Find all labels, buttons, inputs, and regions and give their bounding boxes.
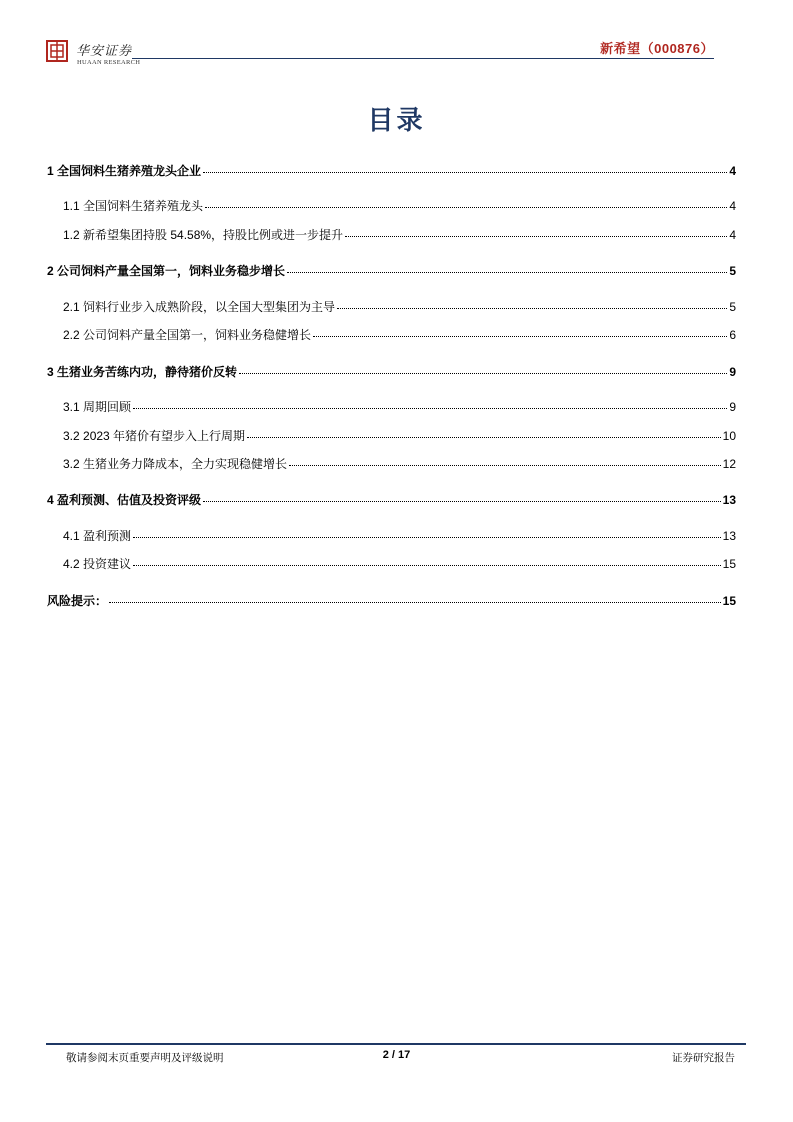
- logo-subtitle: HUAAN RESEARCH: [77, 59, 141, 66]
- toc-entry-page: 9: [729, 400, 736, 414]
- page-header: [46, 36, 714, 72]
- toc-entry[interactable]: [47, 365, 736, 379]
- footer-disclaimer: 敬请参阅末页重要声明及评级说明: [66, 1052, 224, 1064]
- toc-entry-label[interactable]: 3.1 周期回顾: [63, 400, 132, 414]
- toc-entry-page: 15: [722, 594, 736, 608]
- toc-entry-page: 5: [729, 264, 736, 278]
- toc-entry[interactable]: [47, 493, 736, 507]
- header-divider: [132, 58, 714, 59]
- toc-entry[interactable]: [63, 228, 736, 242]
- toc-entry-page: 4: [729, 228, 736, 242]
- toc-entry-label[interactable]: 4.1 盈利预测: [63, 529, 132, 543]
- toc-title: 目录: [367, 105, 426, 135]
- toc-leader-dots: [205, 207, 727, 208]
- toc-leader-dots: [133, 565, 721, 566]
- toc-leader-dots: [239, 373, 727, 374]
- toc-entry[interactable]: [63, 199, 736, 213]
- toc-entry[interactable]: [47, 264, 736, 278]
- toc-entry-page: 4: [729, 164, 736, 178]
- toc-leader-dots: [337, 308, 727, 309]
- toc-entry-page: 4: [729, 199, 736, 213]
- toc-entry-page: 12: [722, 457, 736, 471]
- toc-entry-page: 15: [722, 557, 736, 571]
- toc-leader-dots: [133, 408, 727, 409]
- toc-entry[interactable]: [47, 164, 736, 178]
- toc-entry-label[interactable]: 1.1 全国饲料生猪养殖龙头: [63, 199, 204, 213]
- huaan-logo-icon: [46, 40, 68, 62]
- toc-leader-dots: [345, 236, 727, 237]
- toc-entry-label[interactable]: 2 公司饲料产量全国第一，饲料业务稳步增长: [47, 264, 286, 278]
- toc-entry[interactable]: [47, 594, 736, 608]
- footer-divider: [46, 1043, 746, 1045]
- toc-entry-page: 13: [722, 493, 736, 507]
- toc-leader-dots: [313, 336, 727, 337]
- toc-entry-page: 13: [722, 529, 736, 543]
- page-number: 2 / 17: [382, 1049, 411, 1061]
- toc-leader-dots: [289, 465, 721, 466]
- toc-entry[interactable]: [63, 400, 736, 414]
- toc-entry[interactable]: [63, 557, 736, 571]
- toc-entry-label[interactable]: 1.2 新希望集团持股 54.58%，持股比例或进一步提升: [63, 228, 344, 242]
- toc-entry-page: 9: [729, 365, 736, 379]
- toc-entry-page: 10: [722, 429, 736, 443]
- toc-leader-dots: [247, 437, 721, 438]
- toc-entry[interactable]: [63, 300, 736, 314]
- toc-entry[interactable]: [63, 529, 736, 543]
- toc-entry[interactable]: [63, 328, 736, 342]
- footer-doc-type: 证券研究报告: [672, 1052, 735, 1064]
- toc-entry[interactable]: [63, 457, 736, 471]
- toc-entry-label[interactable]: 3.2 2023 年猪价有望步入上行周期: [63, 429, 246, 443]
- toc-entry-label[interactable]: 风险提示：: [47, 594, 108, 608]
- toc-leader-dots: [287, 272, 727, 273]
- toc-entry-label[interactable]: 3.2 生猪业务力降成本，全力实现稳健增长: [63, 457, 288, 471]
- toc-leader-dots: [133, 537, 721, 538]
- toc-entry-label[interactable]: 4 盈利预测、估值及投资评级: [47, 493, 202, 507]
- toc-leader-dots: [203, 172, 727, 173]
- toc-entry-label[interactable]: 4.2 投资建议: [63, 557, 132, 571]
- toc-entry-label[interactable]: 2.2 公司饲料产量全国第一，饲料业务稳健增长: [63, 328, 312, 342]
- toc-entry-label[interactable]: 1 全国饲料生猪养殖龙头企业: [47, 164, 202, 178]
- toc-entry-page: 5: [729, 300, 736, 314]
- toc-entry[interactable]: [63, 429, 736, 443]
- logo-text: 华安证券: [76, 44, 133, 59]
- report-title: 新希望（000876）: [600, 41, 714, 56]
- toc-entry-page: 6: [729, 328, 736, 342]
- toc-entry-label[interactable]: 2.1 饲料行业步入成熟阶段，以全国大型集团为主导: [63, 300, 336, 314]
- toc-entry-label[interactable]: 3 生猪业务苦练内功，静待猪价反转: [47, 365, 238, 379]
- toc-leader-dots: [203, 501, 721, 502]
- toc-leader-dots: [109, 602, 721, 603]
